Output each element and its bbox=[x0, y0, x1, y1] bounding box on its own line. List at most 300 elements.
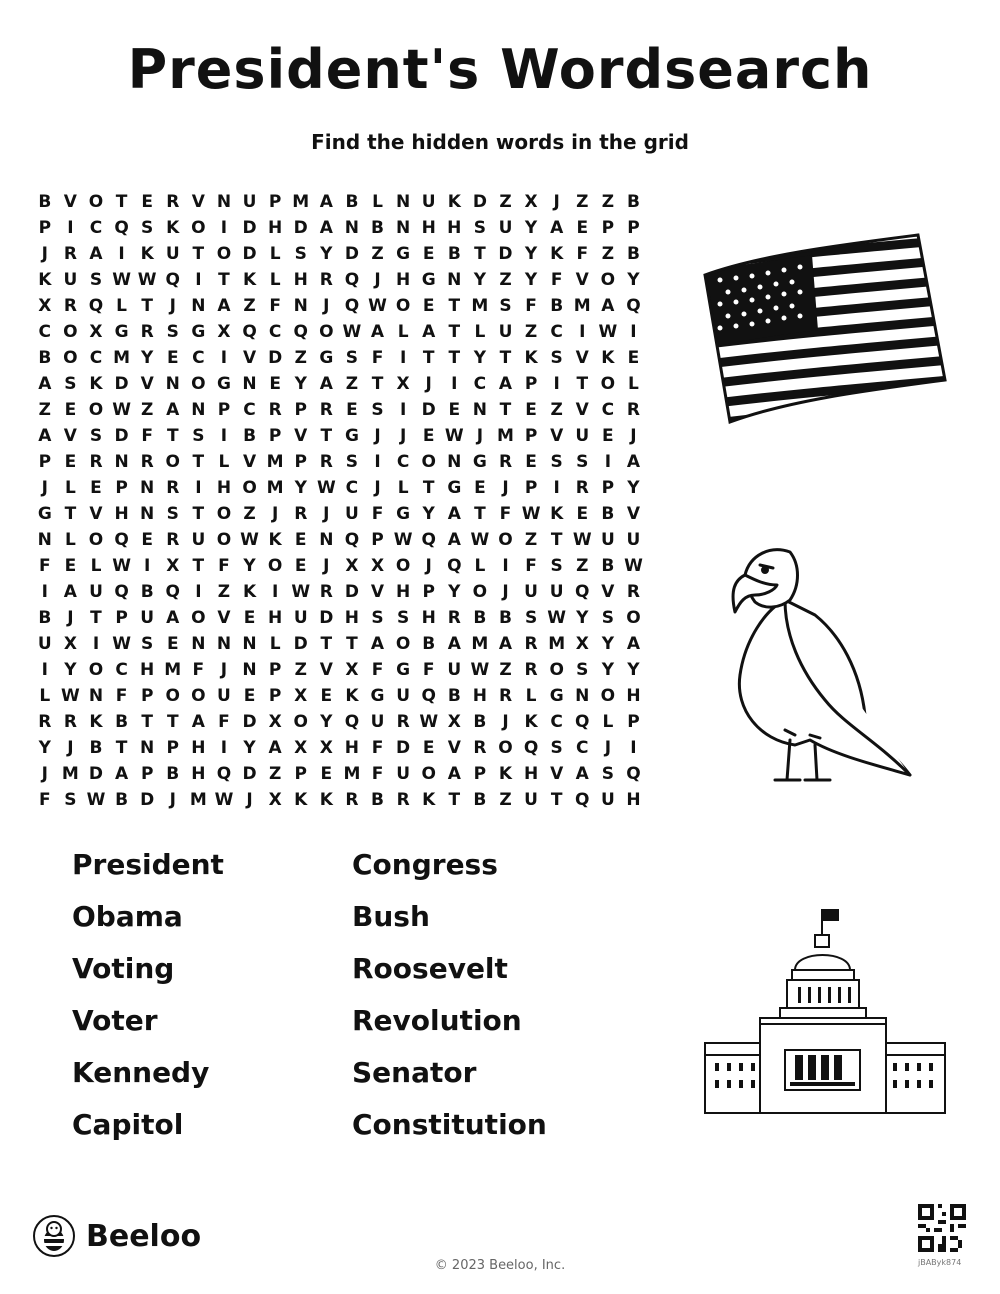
grid-letter: N bbox=[37, 530, 52, 550]
grid-letter: O bbox=[191, 374, 206, 394]
grid-letter: O bbox=[191, 608, 206, 628]
grid-letter: V bbox=[319, 660, 333, 680]
grid-letter: R bbox=[473, 738, 487, 758]
grid-letter: Y bbox=[141, 348, 154, 368]
grid-letter: K bbox=[319, 790, 333, 810]
grid-letter: P bbox=[294, 452, 307, 472]
grid-letter: Z bbox=[576, 556, 589, 576]
grid-letter: A bbox=[370, 634, 385, 654]
grid-letter: E bbox=[243, 686, 256, 706]
grid-letter: T bbox=[192, 504, 205, 524]
grid-letter: O bbox=[293, 712, 308, 732]
grid-letter: N bbox=[191, 634, 206, 654]
grid-letter: Q bbox=[114, 582, 129, 602]
grid-letter: P bbox=[294, 764, 307, 784]
grid-letter: Y bbox=[601, 660, 615, 680]
grid-letter: I bbox=[579, 322, 586, 342]
grid-letter: O bbox=[88, 192, 104, 212]
grid-letter: S bbox=[345, 348, 359, 368]
grid-letter: F bbox=[218, 712, 230, 732]
grid-letter: O bbox=[498, 530, 513, 550]
grid-letter: W bbox=[470, 530, 490, 550]
grid-letter: O bbox=[88, 400, 104, 420]
grid-letter: V bbox=[575, 348, 589, 368]
grid-letter: K bbox=[524, 348, 538, 368]
word-item: Bush bbox=[352, 900, 430, 933]
grid-row bbox=[32, 657, 646, 683]
word-item: Voter bbox=[72, 1004, 158, 1037]
grid-letter: T bbox=[166, 712, 179, 732]
grid-letter: R bbox=[63, 296, 77, 316]
grid-letter: E bbox=[627, 348, 640, 368]
grid-letter: B bbox=[422, 634, 436, 654]
grid-row bbox=[32, 631, 646, 657]
grid-letter: I bbox=[399, 348, 407, 368]
grid-letter: X bbox=[217, 322, 231, 342]
grid-letter: L bbox=[218, 452, 230, 472]
grid-letter: Q bbox=[344, 712, 360, 732]
grid-letter: U bbox=[498, 322, 513, 342]
grid-letter: D bbox=[344, 244, 359, 264]
grid-letter: U bbox=[165, 244, 180, 264]
grid-letter: J bbox=[67, 608, 74, 628]
grid-letter: A bbox=[626, 452, 641, 472]
grid-letter: W bbox=[368, 296, 387, 316]
grid-letter: P bbox=[140, 686, 154, 706]
grid-letter: K bbox=[550, 504, 564, 524]
grid-letter: X bbox=[294, 738, 308, 758]
grid-letter: I bbox=[451, 374, 458, 394]
grid-letter: F bbox=[115, 686, 128, 706]
grid-letter: T bbox=[141, 712, 153, 732]
grid-letter: S bbox=[550, 738, 563, 758]
grid-letter: C bbox=[268, 322, 282, 342]
grid-letter: J bbox=[169, 296, 176, 316]
grid-letter: T bbox=[448, 322, 461, 342]
grid-letter: L bbox=[64, 530, 76, 550]
grid-letter: Y bbox=[627, 478, 640, 498]
grid-letter: Y bbox=[473, 348, 487, 368]
grid-letter: E bbox=[422, 296, 435, 316]
grid-letter: A bbox=[447, 504, 461, 524]
grid-row bbox=[32, 215, 646, 241]
grid-letter: O bbox=[626, 608, 641, 628]
grid-letter: Q bbox=[242, 322, 257, 342]
grid-letter: B bbox=[473, 608, 487, 628]
grid-letter: A bbox=[447, 530, 461, 550]
grid-letter: P bbox=[422, 582, 435, 602]
grid-letter: Y bbox=[64, 660, 77, 680]
grid-letter: G bbox=[447, 478, 462, 498]
grid-letter: V bbox=[370, 582, 385, 602]
grid-letter: P bbox=[524, 426, 538, 446]
grid-letter: I bbox=[399, 400, 407, 420]
grid-letter: Q bbox=[165, 582, 180, 602]
grid-letter: T bbox=[346, 634, 358, 654]
capitol-building-illustration bbox=[700, 905, 950, 1115]
grid-letter: M bbox=[292, 192, 310, 212]
grid-letter: P bbox=[473, 764, 487, 784]
grid-letter: U bbox=[89, 582, 103, 602]
grid-letter: C bbox=[243, 400, 256, 420]
grid-letter: T bbox=[474, 504, 486, 524]
grid-letter: D bbox=[396, 738, 411, 758]
grid-letter: E bbox=[422, 244, 435, 264]
grid-letter: H bbox=[395, 270, 411, 290]
grid-letter: E bbox=[294, 530, 307, 550]
grid-letter: O bbox=[216, 504, 232, 524]
grid-letter: R bbox=[396, 790, 410, 810]
grid-letter: B bbox=[473, 790, 487, 810]
grid-letter: G bbox=[344, 426, 359, 446]
grid-letter: I bbox=[630, 322, 637, 342]
grid-letter: Y bbox=[243, 738, 256, 758]
grid-letter: P bbox=[601, 218, 615, 238]
grid-letter: B bbox=[447, 244, 461, 264]
grid-letter: W bbox=[598, 322, 618, 342]
grid-letter: X bbox=[166, 556, 180, 576]
qr-code bbox=[918, 1204, 966, 1252]
grid-letter: A bbox=[319, 192, 333, 212]
grid-letter: L bbox=[602, 712, 614, 732]
grid-letter: D bbox=[472, 192, 487, 212]
grid-row bbox=[32, 319, 646, 345]
grid-letter: K bbox=[242, 270, 257, 290]
grid-letter: Z bbox=[499, 192, 512, 212]
grid-letter: F bbox=[576, 244, 589, 264]
grid-letter: S bbox=[141, 634, 154, 654]
grid-letter: R bbox=[626, 400, 640, 420]
grid-letter: D bbox=[114, 374, 129, 394]
grid-letter: I bbox=[195, 582, 202, 602]
grid-letter: A bbox=[63, 582, 77, 602]
grid-letter: H bbox=[344, 608, 360, 628]
grid-letter: U bbox=[524, 790, 538, 810]
grid-letter: Z bbox=[243, 296, 256, 316]
grid-letter: G bbox=[472, 452, 487, 472]
grid-letter: O bbox=[191, 218, 206, 238]
grid-letter: J bbox=[604, 738, 612, 758]
grid-letter: K bbox=[601, 348, 615, 368]
word-item: Senator bbox=[352, 1056, 477, 1089]
grid-letter: X bbox=[63, 634, 77, 654]
grid-letter: S bbox=[499, 296, 512, 316]
grid-letter: V bbox=[626, 504, 641, 524]
grid-letter: V bbox=[550, 426, 564, 446]
grid-letter: P bbox=[524, 478, 538, 498]
grid-letter: U bbox=[217, 686, 231, 706]
grid-letter: A bbox=[498, 634, 513, 654]
grid-letter: V bbox=[601, 582, 615, 602]
grid-letter: S bbox=[64, 790, 77, 810]
grid-row bbox=[32, 189, 646, 215]
grid-letter: U bbox=[626, 530, 641, 550]
grid-letter: V bbox=[217, 608, 231, 628]
word-item: President bbox=[72, 848, 224, 881]
grid-letter: G bbox=[37, 504, 52, 524]
grid-row bbox=[32, 527, 646, 553]
brand-logo bbox=[32, 1214, 201, 1258]
grid-letter: L bbox=[372, 192, 383, 212]
grid-letter: I bbox=[553, 478, 560, 498]
grid-letter: Q bbox=[523, 738, 539, 758]
grid-letter: H bbox=[472, 686, 487, 706]
grid-letter: B bbox=[626, 192, 640, 212]
grid-letter: Y bbox=[448, 582, 461, 602]
grid-letter: J bbox=[220, 660, 228, 680]
grid-letter: S bbox=[550, 556, 563, 576]
grid-row bbox=[32, 267, 646, 293]
grid-letter: P bbox=[140, 764, 154, 784]
grid-letter: G bbox=[319, 348, 334, 368]
grid-row bbox=[32, 761, 646, 787]
grid-letter: I bbox=[502, 556, 509, 576]
grid-row bbox=[32, 371, 646, 397]
grid-letter: E bbox=[602, 426, 614, 446]
grid-letter: W bbox=[112, 400, 131, 420]
grid-letter: W bbox=[240, 530, 259, 550]
grid-letter: Z bbox=[294, 660, 307, 680]
grid-letter: X bbox=[345, 556, 359, 576]
grid-letter: T bbox=[192, 556, 205, 576]
grid-letter: Y bbox=[576, 608, 589, 628]
grid-letter: O bbox=[549, 660, 564, 680]
grid-letter: Z bbox=[371, 244, 384, 264]
bald-eagle-illustration bbox=[725, 540, 925, 795]
grid-letter: A bbox=[38, 374, 52, 394]
grid-letter: O bbox=[395, 296, 411, 316]
grid-letter: D bbox=[344, 582, 359, 602]
grid-letter: W bbox=[547, 608, 567, 628]
grid-letter: U bbox=[396, 764, 411, 784]
grid-letter: V bbox=[89, 504, 103, 524]
grid-letter: G bbox=[114, 322, 129, 342]
grid-letter: T bbox=[550, 530, 563, 550]
grid-letter: B bbox=[38, 192, 52, 212]
grid-letter: E bbox=[320, 686, 333, 706]
grid-letter: B bbox=[499, 608, 512, 628]
grid-letter: K bbox=[550, 244, 564, 264]
grid-letter: L bbox=[39, 686, 51, 706]
grid-letter: R bbox=[524, 660, 538, 680]
grid-letter: B bbox=[140, 582, 154, 602]
grid-letter: H bbox=[191, 764, 206, 784]
grid-letter: C bbox=[89, 348, 103, 368]
grid-letter: E bbox=[141, 530, 153, 550]
grid-letter: S bbox=[89, 270, 103, 290]
grid-letter: V bbox=[242, 348, 257, 368]
grid-letter: U bbox=[498, 218, 513, 238]
grid-letter: O bbox=[395, 556, 411, 576]
grid-letter: T bbox=[115, 738, 128, 758]
grid-letter: S bbox=[192, 426, 205, 446]
grid-letter: A bbox=[447, 634, 461, 654]
grid-letter: A bbox=[370, 322, 385, 342]
grid-letter: Z bbox=[243, 504, 256, 524]
grid-letter: B bbox=[345, 192, 359, 212]
grid-letter: O bbox=[498, 738, 513, 758]
grid-letter: S bbox=[396, 608, 410, 628]
grid-letter: X bbox=[319, 738, 333, 758]
grid-letter: Q bbox=[575, 712, 590, 732]
grid-letter: X bbox=[370, 556, 385, 576]
grid-letter: U bbox=[600, 790, 615, 810]
grid-letter: E bbox=[346, 400, 358, 420]
grid-letter: A bbox=[89, 244, 103, 264]
grid-letter: G bbox=[396, 660, 411, 680]
grid-letter: W bbox=[112, 556, 131, 576]
grid-letter: S bbox=[371, 608, 384, 628]
instructions: Find the hidden words in the grid bbox=[311, 130, 689, 154]
grid-letter: N bbox=[114, 452, 129, 472]
grid-letter: P bbox=[524, 374, 538, 394]
grid-letter: S bbox=[64, 374, 77, 394]
grid-letter: I bbox=[220, 348, 228, 368]
grid-letter: V bbox=[242, 452, 257, 472]
grid-letter: V bbox=[140, 374, 154, 394]
grid-letter: G bbox=[549, 686, 564, 706]
grid-letter: U bbox=[140, 608, 155, 628]
grid-letter: C bbox=[192, 348, 205, 368]
grid-letter: B bbox=[38, 608, 52, 628]
grid-letter: S bbox=[524, 608, 538, 628]
grid-letter: N bbox=[216, 634, 232, 654]
grid-letter: R bbox=[166, 478, 180, 498]
grid-letter: T bbox=[166, 426, 179, 446]
grid-letter: L bbox=[90, 556, 102, 576]
word-item: Revolution bbox=[352, 1004, 522, 1037]
grid-letter: W bbox=[470, 660, 490, 680]
grid-letter: E bbox=[448, 400, 461, 420]
grid-letter: A bbox=[626, 634, 641, 654]
grid-letter: E bbox=[141, 192, 153, 212]
reference-code: jBAByk874 bbox=[918, 1258, 962, 1267]
grid-letter: D bbox=[140, 790, 155, 810]
grid-letter: P bbox=[268, 192, 282, 212]
grid-letter: E bbox=[243, 608, 256, 628]
grid-letter: Z bbox=[38, 400, 51, 420]
grid-letter: J bbox=[630, 426, 637, 446]
grid-letter: S bbox=[601, 608, 614, 628]
grid-letter: H bbox=[421, 608, 436, 628]
grid-letter: Q bbox=[114, 530, 129, 550]
grid-letter: U bbox=[293, 608, 308, 628]
grid-letter: Q bbox=[575, 582, 590, 602]
grid-letter: T bbox=[448, 296, 461, 316]
grid-letter: Q bbox=[165, 270, 180, 290]
grid-letter: W bbox=[342, 322, 362, 342]
grid-letter: J bbox=[41, 244, 48, 264]
grid-letter: Q bbox=[216, 764, 232, 784]
grid-letter: Y bbox=[601, 634, 615, 654]
grid-letter: Q bbox=[293, 322, 308, 342]
grid-letter: O bbox=[600, 270, 616, 290]
grid-letter: T bbox=[371, 374, 384, 394]
grid-letter: I bbox=[220, 738, 228, 758]
grid-letter: O bbox=[63, 322, 78, 342]
grid-letter: X bbox=[396, 374, 410, 394]
grid-letter: A bbox=[166, 400, 180, 420]
grid-letter: N bbox=[216, 192, 232, 212]
grid-letter: V bbox=[191, 192, 205, 212]
grid-letter: G bbox=[421, 270, 436, 290]
grid-letter: R bbox=[319, 452, 333, 472]
grid-letter: Y bbox=[524, 244, 538, 264]
grid-letter: V bbox=[575, 400, 589, 420]
grid-letter: G bbox=[191, 322, 206, 342]
grid-letter: J bbox=[246, 790, 253, 810]
grid-letter: F bbox=[269, 296, 281, 316]
american-flag-illustration bbox=[700, 230, 950, 425]
grid-letter: C bbox=[38, 322, 52, 342]
grid-letter: Q bbox=[421, 530, 436, 550]
grid-letter: B bbox=[447, 686, 461, 706]
grid-letter: N bbox=[88, 686, 104, 706]
grid-letter: R bbox=[319, 400, 333, 420]
grid-letter: D bbox=[498, 244, 513, 264]
grid-letter: U bbox=[575, 426, 590, 446]
grid-letter: H bbox=[626, 790, 641, 810]
grid-letter: J bbox=[271, 504, 279, 524]
grid-letter: I bbox=[41, 660, 48, 680]
grid-letter: J bbox=[374, 478, 381, 498]
grid-letter: I bbox=[92, 634, 100, 654]
grid-letter: Z bbox=[601, 192, 615, 212]
grid-letter: P bbox=[371, 530, 384, 550]
grid-letter: X bbox=[345, 660, 359, 680]
grid-letter: K bbox=[294, 790, 308, 810]
grid-letter: A bbox=[191, 712, 205, 732]
grid-letter: O bbox=[421, 452, 436, 472]
grid-letter: G bbox=[370, 686, 385, 706]
grid-letter: N bbox=[395, 192, 411, 212]
grid-letter: M bbox=[189, 790, 207, 810]
grid-letter: C bbox=[345, 478, 359, 498]
grid-letter: Y bbox=[524, 218, 538, 238]
word-item: Voting bbox=[72, 952, 175, 985]
grid-letter: Z bbox=[345, 374, 359, 394]
grid-letter: I bbox=[195, 270, 202, 290]
grid-letter: X bbox=[575, 634, 589, 654]
grid-letter: W bbox=[214, 790, 234, 810]
grid-letter: N bbox=[242, 634, 257, 654]
grid-letter: O bbox=[319, 322, 334, 342]
grid-letter: R bbox=[166, 192, 180, 212]
grid-letter: V bbox=[294, 426, 308, 446]
grid-letter: V bbox=[63, 192, 77, 212]
grid-letter: S bbox=[345, 452, 359, 472]
grid-letter: F bbox=[192, 660, 205, 680]
grid-letter: I bbox=[604, 452, 612, 472]
grid-letter: E bbox=[64, 556, 77, 576]
grid-letter: J bbox=[502, 712, 509, 732]
grid-letter: M bbox=[573, 296, 591, 316]
grid-letter: J bbox=[67, 738, 74, 758]
grid-letter: R bbox=[89, 452, 103, 472]
grid-row bbox=[32, 579, 646, 605]
grid-letter: O bbox=[600, 686, 616, 706]
grid-letter: Y bbox=[294, 478, 307, 498]
grid-letter: O bbox=[472, 582, 488, 602]
grid-letter: J bbox=[374, 270, 381, 290]
grid-letter: F bbox=[371, 348, 384, 368]
grid-letter: S bbox=[576, 452, 589, 472]
grid-letter: I bbox=[220, 426, 228, 446]
grid-letter: I bbox=[271, 582, 279, 602]
grid-letter: H bbox=[523, 764, 539, 784]
grid-letter: L bbox=[269, 634, 281, 654]
grid-letter: F bbox=[218, 556, 230, 576]
